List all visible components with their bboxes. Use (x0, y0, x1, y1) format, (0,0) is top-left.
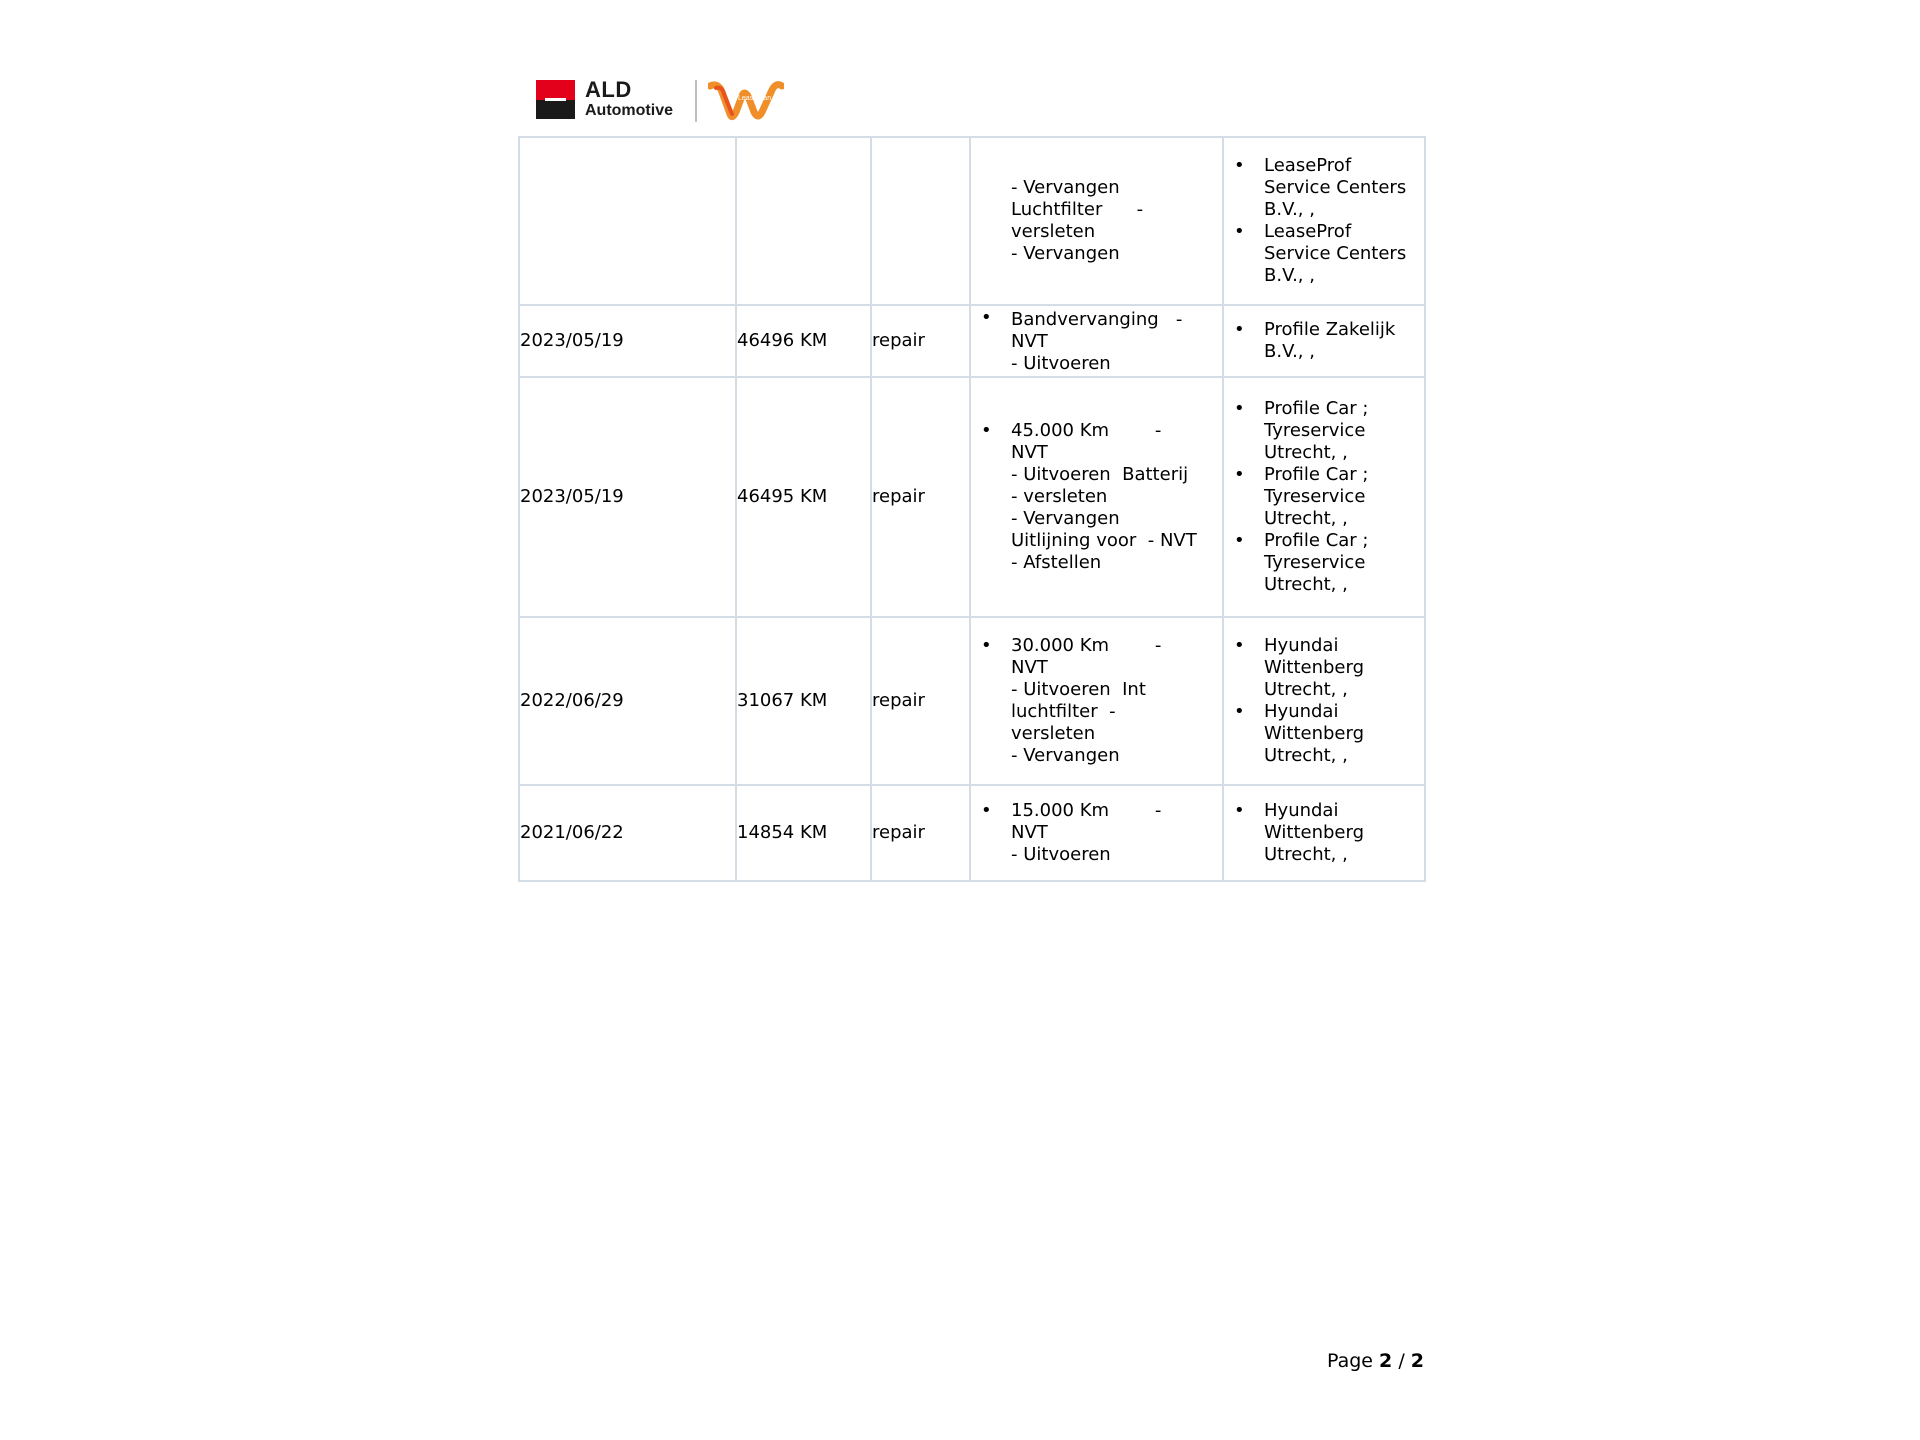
work-list (971, 420, 1222, 574)
table-row (519, 305, 1425, 377)
leaseplan-logo-text: LeasePlan (738, 95, 772, 102)
workshop-cell (1223, 377, 1425, 617)
work-line: - Uitvoeren (1011, 844, 1111, 865)
workshop-cell (1223, 137, 1425, 305)
type-cell: repair (871, 785, 970, 881)
date-cell: 2023/05/19 (519, 305, 736, 377)
ald-brand-line1: ALD (585, 77, 632, 102)
work-line: - Vervangen (1011, 177, 1120, 198)
workshop-cell (1223, 305, 1425, 377)
work-line: NVT (1011, 657, 1048, 678)
work-item (971, 635, 1222, 767)
workshop-item: • Profile Car ; Tyreservice Utrecht, , (1224, 398, 1424, 464)
maintenance-history-table (518, 136, 1426, 882)
work-line: • 30.000 Km - (1011, 635, 1162, 656)
work-line: NVT (1011, 331, 1048, 352)
workshop-list (1224, 155, 1424, 287)
workshop-item: • Hyundai Wittenberg Utrecht, , (1224, 800, 1424, 866)
logo-divider (695, 80, 697, 122)
page-total: 2 (1410, 1350, 1424, 1372)
work-line: - Vervangen (1011, 243, 1120, 264)
work-line: Luchtfilter - (1011, 199, 1144, 220)
work-line: - Uitvoeren Batterij (1011, 464, 1189, 485)
workshop-item: • Hyundai Wittenberg Utrecht, , (1224, 701, 1424, 767)
work-line: - Afstellen (1011, 552, 1102, 573)
work-line: • 45.000 Km - (1011, 420, 1162, 441)
ald-logo-mark (536, 80, 575, 119)
work-line: versleten (1011, 221, 1096, 242)
workshop-list (1224, 398, 1424, 596)
work-cell (970, 617, 1223, 785)
work-item (971, 307, 1222, 375)
leaseplan-logo (708, 78, 784, 122)
mileage-cell: 46495 KM (736, 377, 871, 617)
table-row (519, 137, 1425, 305)
ald-brand-line2: Automotive (585, 102, 673, 119)
work-list (971, 800, 1222, 866)
workshop-list (1224, 800, 1424, 866)
table-row (519, 377, 1425, 617)
header-logos (533, 78, 793, 124)
page-separator: / (1398, 1350, 1405, 1372)
work-item (971, 177, 1222, 265)
workshop-item: • Profile Car ; Tyreservice Utrecht, , (1224, 464, 1424, 530)
work-line: Uitlijning voor - NVT (1011, 530, 1197, 551)
type-cell (871, 137, 970, 305)
workshop-item: • Profile Zakelijk B.V., , (1224, 319, 1424, 363)
work-line: luchtfilter - (1011, 701, 1116, 722)
workshop-list (1224, 319, 1424, 363)
type-cell: repair (871, 617, 970, 785)
work-line: versleten (1011, 723, 1096, 744)
work-line: - Vervangen (1011, 745, 1120, 766)
work-cell (970, 377, 1223, 617)
date-cell: 2021/06/22 (519, 785, 736, 881)
work-line: - Uitvoeren Int (1011, 679, 1146, 700)
work-item (971, 800, 1222, 866)
work-cell (970, 137, 1223, 305)
workshop-item: • Profile Car ; Tyreservice Utrecht, , (1224, 530, 1424, 596)
work-line: • Bandvervanging - (1011, 309, 1183, 330)
mileage-cell (736, 137, 871, 305)
workshop-list (1224, 635, 1424, 767)
workshop-item: • LeaseProf Service Centers B.V., , (1224, 221, 1424, 287)
work-line: - Uitvoeren (1011, 353, 1111, 374)
workshop-item: • Hyundai Wittenberg Utrecht, , (1224, 635, 1424, 701)
work-line: NVT (1011, 822, 1048, 843)
workshop-cell (1223, 785, 1425, 881)
mileage-cell: 46496 KM (736, 305, 871, 377)
work-cell (970, 785, 1223, 881)
workshop-item: • LeaseProf Service Centers B.V., , (1224, 155, 1424, 221)
page-current: 2 (1379, 1350, 1393, 1372)
work-line: - Vervangen (1011, 508, 1120, 529)
type-cell: repair (871, 305, 970, 377)
date-cell: 2023/05/19 (519, 377, 736, 617)
page-number (1327, 1350, 1424, 1372)
table-row (519, 785, 1425, 881)
work-line: • 15.000 Km - (1011, 800, 1162, 821)
ald-logo-text (585, 78, 673, 120)
date-cell (519, 137, 736, 305)
mileage-cell: 14854 KM (736, 785, 871, 881)
type-cell: repair (871, 377, 970, 617)
table-row (519, 617, 1425, 785)
work-list (971, 177, 1222, 265)
work-line: - versleten (1011, 486, 1108, 507)
date-cell: 2022/06/29 (519, 617, 736, 785)
workshop-cell (1223, 617, 1425, 785)
work-list (971, 307, 1222, 375)
page-label: Page (1326, 1350, 1373, 1372)
work-item (971, 420, 1222, 574)
work-cell (970, 305, 1223, 377)
work-list (971, 635, 1222, 767)
mileage-cell: 31067 KM (736, 617, 871, 785)
work-line: NVT (1011, 442, 1048, 463)
